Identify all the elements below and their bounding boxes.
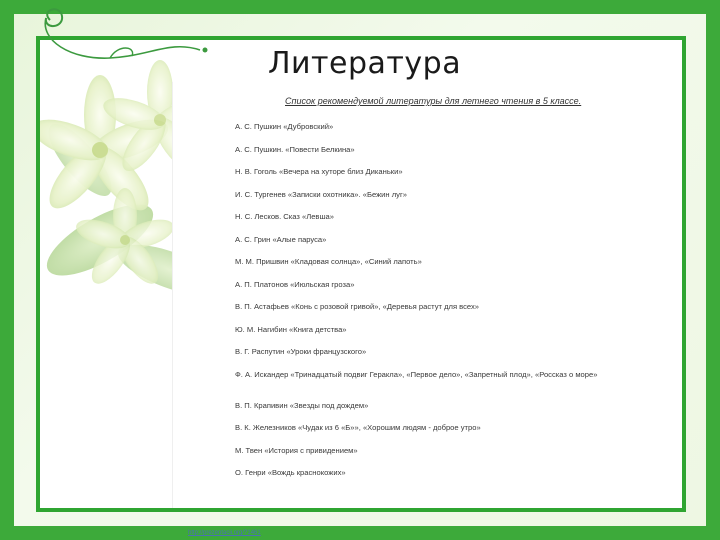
source-link[interactable]: http://prezentacii.org/?1461 — [188, 530, 261, 536]
list-item: А. С. Пушкин. «Повести Белкина» — [235, 144, 355, 154]
list-item: И. С. Тургенев «Записки охотника». «Бежин луг» — [235, 189, 407, 199]
list-item: М. М. Пришвин «Кладовая солнца», «Синий лапоть» — [235, 257, 422, 266]
list-item: Ю. М. Нагибин «Книга детства» — [235, 324, 347, 334]
list-item: В. Г. Распутин «Уроки французского» — [235, 347, 367, 356]
document-heading: Список рекомендуемой литературы для летнего чтения в 5 классе. — [285, 96, 582, 106]
list-item: М. Твен «История с привидением» — [235, 445, 358, 455]
slide-title: Литература — [268, 46, 462, 81]
list-item: В. К. Железников «Чудак из 6 «Б»», «Хорошим людям - доброе утро» — [235, 423, 481, 432]
list-item: А. С. Пушкин «Дубровский» — [235, 122, 334, 131]
list-item: О. Генри «Вождь краснокожих» — [235, 468, 346, 477]
list-item: В. П. Астафьев «Конь с розовой гривой», «Деревья растут для всех» — [235, 302, 479, 311]
list-item: Ф. А. Искандер «Тринадцатый подвиг Геракла», «Первое дело», «Запретный плод», «Россказ о море» — [235, 369, 598, 379]
book-list — [235, 122, 655, 491]
document-image — [172, 82, 664, 508]
list-item: Н. С. Лесков. Сказ «Левша» — [235, 212, 335, 221]
list-item: А. С. Грин «Алые паруса» — [235, 234, 327, 244]
list-item: Н. В. Гоголь «Вечера на хуторе близ Диканьки» — [235, 167, 403, 176]
list-item: А. П. Платонов «Июльская гроза» — [235, 279, 355, 289]
list-item: В. П. Крапивин «Звезды под дождем» — [235, 400, 369, 410]
